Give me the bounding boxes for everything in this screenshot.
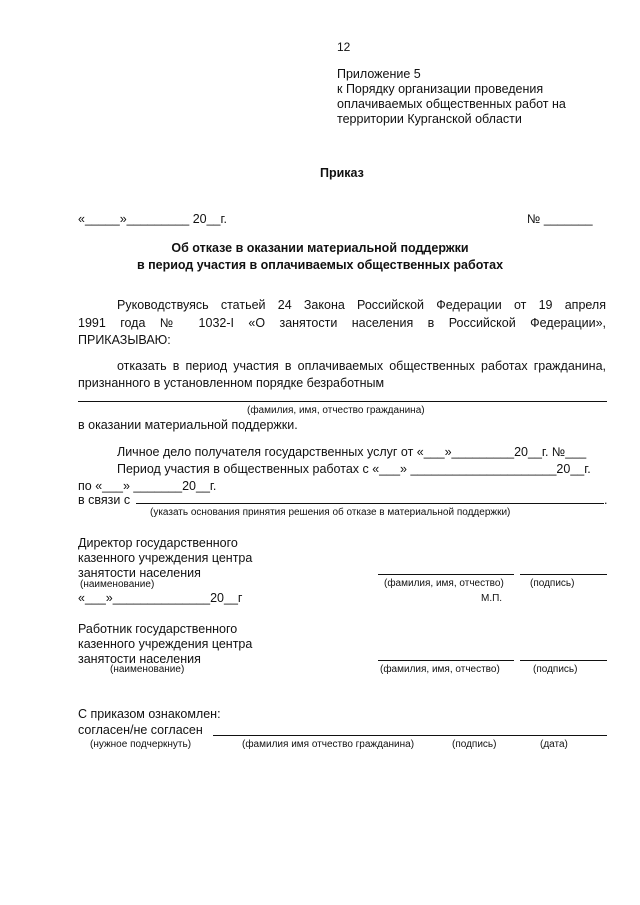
page-number: 12 <box>337 40 351 54</box>
period-to-line[interactable]: по «___» _______20__г. <box>78 479 217 493</box>
subject-line: в период участия в оплачиваемых общественных работах <box>136 258 504 272</box>
director-date-field[interactable]: «___»______________20__г <box>78 591 243 605</box>
underline-hint: (нужное подчеркнуть) <box>90 739 192 750</box>
agree-disagree-text[interactable]: согласен/не согласен <box>78 723 203 737</box>
acknowledgement-date-hint: (дата) <box>540 739 568 750</box>
worker-block <box>78 622 252 667</box>
director-name-hint: (наименование) <box>80 579 155 590</box>
order-text-line-2: признанного в установленном порядке безработным <box>78 376 385 390</box>
reason-prefix: в связи с <box>78 493 131 507</box>
citizen-signature-hint: (подпись) <box>452 739 497 750</box>
reason-period: . <box>604 493 608 507</box>
document-title: Приказ <box>320 166 364 180</box>
appendix-line: Приложение 5 <box>337 67 421 81</box>
director-signature-line[interactable] <box>520 574 607 575</box>
order-subject <box>0 240 640 274</box>
director-fio-line[interactable] <box>378 574 514 575</box>
director-block <box>78 536 252 581</box>
worker-title-line: Работник государственного <box>78 622 238 636</box>
appendix-block <box>337 67 566 127</box>
director-signature-hint: (подпись) <box>530 578 575 589</box>
order-number-field[interactable]: № _______ <box>527 212 593 226</box>
refusal-text: в оказании материальной поддержки. <box>78 418 298 432</box>
citizen-fio-hint-2: (фамилия имя отчество гражданина) <box>242 739 415 750</box>
order-text-line-1: отказать в период участия в оплачиваемых общественных работах гражданина, <box>117 359 606 373</box>
preamble-line-1: Руководствуясь статьей 24 Закона Российской Федерации от 19 апреля <box>117 298 606 312</box>
acknowledgement-signature-line[interactable] <box>213 735 607 736</box>
worker-signature-hint: (подпись) <box>533 664 578 675</box>
worker-title-line: занятости населения <box>78 652 201 666</box>
appendix-line: территории Курганской области <box>337 112 522 126</box>
stamp-place: М.П. <box>481 593 503 604</box>
subject-line: Об отказе в оказании материальной поддержки <box>171 241 469 255</box>
participation-period-line[interactable]: Период участия в общественных работах с «___» _____________________20__г. <box>117 462 591 476</box>
preamble-line-2: 1991 года № 1032-I «О занятости населения в Российской Федерации», <box>78 316 606 330</box>
preamble-order-word: ПРИКАЗЫВАЮ: <box>78 333 171 347</box>
citizen-fio-line[interactable] <box>78 401 607 402</box>
reason-hint: (указать основания принятия решения об отказе в материальной поддержки) <box>150 507 511 518</box>
director-title-line: казенного учреждения центра <box>78 551 253 565</box>
worker-fio-line[interactable] <box>378 660 514 661</box>
director-title-line: Директор государственного <box>78 536 238 550</box>
appendix-line: к Порядку организации проведения <box>337 82 544 96</box>
worker-name-hint: (наименование) <box>110 664 185 675</box>
worker-title-line: казенного учреждения центра <box>78 637 253 651</box>
worker-fio-hint: (фамилия, имя, отчество) <box>380 664 500 675</box>
order-date-field[interactable]: «_____»_________ 20__г. <box>78 212 228 226</box>
personal-file-line[interactable]: Личное дело получателя государственных услуг от «___»_________20__г. №___ <box>117 445 587 459</box>
director-fio-hint: (фамилия, имя, отчество) <box>384 578 504 589</box>
appendix-line: оплачиваемых общественных работ на <box>337 97 566 111</box>
reason-line[interactable] <box>136 503 604 504</box>
director-title-line: занятости населения <box>78 566 201 580</box>
citizen-fio-hint: (фамилия, имя, отчество гражданина) <box>247 405 425 416</box>
acknowledgement-line: С приказом ознакомлен: <box>78 707 221 721</box>
worker-signature-line[interactable] <box>520 660 607 661</box>
